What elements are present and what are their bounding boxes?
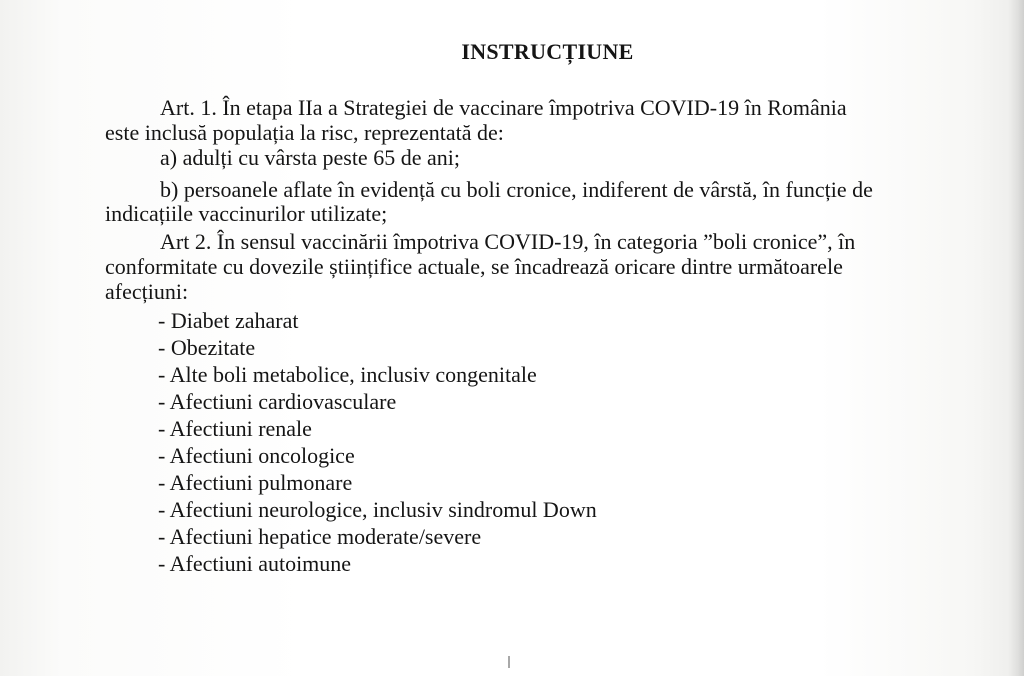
- conditions-list: [158, 307, 597, 577]
- document-title: INSTRUCȚIUNE: [461, 39, 634, 64]
- art2-line2: conformitate cu dovezile științifice actuale, se încadrează oricare dintre următoarele: [105, 254, 843, 279]
- list-item: - Afectiuni renale: [158, 416, 312, 441]
- art1-line1: Art. 1. În etapa IIa a Strategiei de vaccinare împotriva COVID-19 în România: [160, 95, 847, 120]
- list-item: - Afectiuni hepatice moderate/severe: [158, 524, 482, 549]
- art2-line3: afecțiuni:: [105, 279, 189, 304]
- page-edge-shadow: [1008, 0, 1024, 676]
- list-item: - Afectiuni pulmonare: [158, 470, 353, 495]
- list-item: - Afectiuni oncologice: [158, 443, 355, 468]
- page-mark: [508, 656, 510, 668]
- art2-line1: Art 2. În sensul vaccinării împotriva COVID-19, în categoria ”boli cronice”, în: [160, 229, 856, 254]
- list-item: - Diabet zaharat: [158, 308, 299, 333]
- art1-item-b-line1: b) persoanele aflate în evidență cu boli cronice, indiferent de vârstă, în funcție de: [160, 177, 873, 202]
- list-item: - Afectiuni autoimune: [158, 551, 352, 576]
- art1-item-a: a) adulți cu vârsta peste 65 de ani;: [160, 145, 460, 170]
- list-item: - Obezitate: [158, 335, 256, 360]
- list-item: - Afectiuni neurologice, inclusiv sindromul Down: [158, 497, 597, 522]
- list-item: - Alte boli metabolice, inclusiv congenitale: [158, 362, 537, 387]
- art1-line2: este inclusă populația la risc, reprezentată de:: [105, 120, 504, 145]
- list-item: - Afectiuni cardiovasculare: [158, 389, 397, 414]
- art1-item-b-line2: indicațiile vaccinurilor utilizate;: [105, 201, 388, 226]
